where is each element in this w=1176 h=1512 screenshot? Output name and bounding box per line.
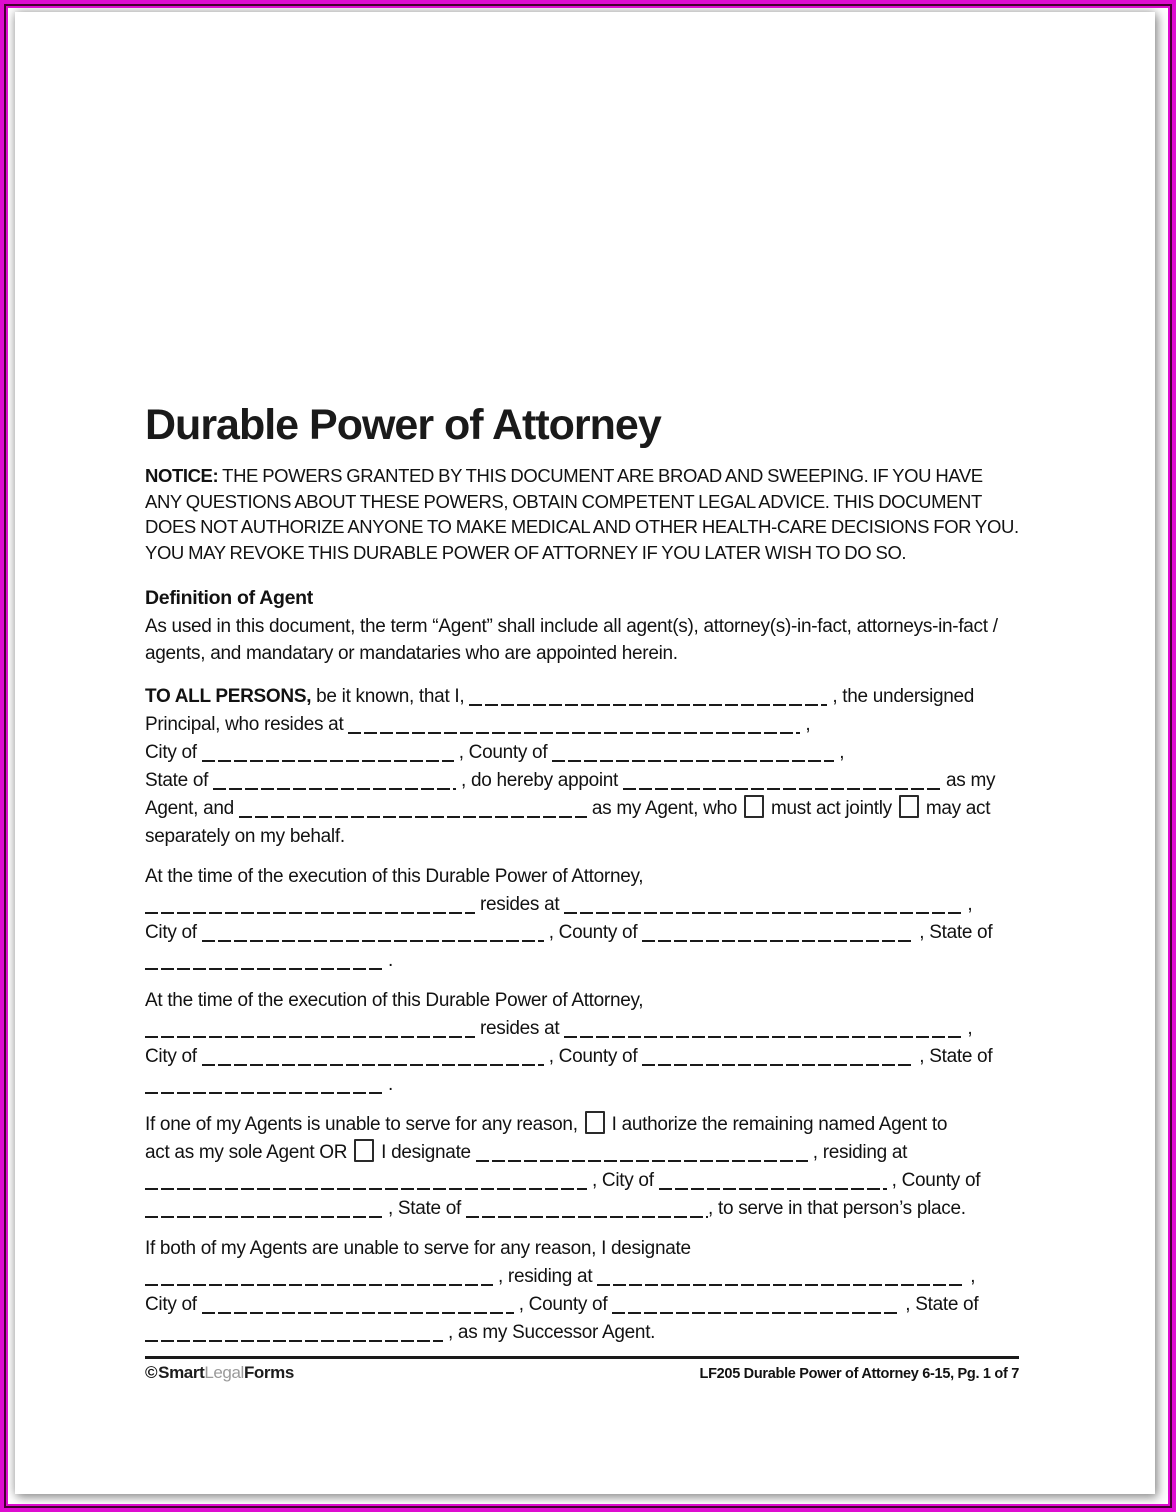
text-run: City of — [145, 1294, 202, 1315]
text-run: At the time of the execution of this Durable Power of Attorney, — [145, 866, 644, 887]
fill-in-blank[interactable] — [564, 894, 962, 914]
checkbox[interactable] — [744, 795, 764, 818]
text-run: State of — [145, 770, 214, 791]
text-run: as my Agent, who — [586, 798, 743, 819]
text-run: , County of — [543, 1046, 643, 1067]
form-line — [145, 1291, 1019, 1319]
form-line — [145, 919, 1019, 947]
form-line — [145, 947, 1019, 975]
form-line — [145, 767, 1019, 795]
text-run: separately on my behalf. — [145, 826, 345, 847]
definition-of-agent-heading: Definition of Agent — [145, 587, 313, 609]
fill-in-blank[interactable] — [145, 1170, 587, 1190]
form-line — [145, 1071, 1019, 1099]
text-run: resides at — [475, 894, 565, 915]
text-run: , State of — [900, 1294, 979, 1315]
checkbox[interactable] — [585, 1111, 605, 1134]
copyright-icon: © — [145, 1363, 158, 1382]
text-run: , — [834, 742, 845, 763]
text-run: , — [965, 1266, 976, 1287]
text-run: , County of — [513, 1294, 613, 1315]
fill-in-blank[interactable] — [145, 1198, 383, 1218]
text-run: act as my sole Agent OR — [145, 1142, 353, 1163]
agent-residence-2 — [145, 987, 1019, 1099]
text-run: , City of — [587, 1170, 659, 1191]
form-line — [145, 1235, 1019, 1263]
text-run: , County of — [543, 922, 643, 943]
notice-paragraph — [145, 463, 1019, 565]
text-run: , — [962, 1018, 973, 1039]
fill-in-blank[interactable] — [202, 922, 544, 942]
text-run: . — [383, 1074, 393, 1095]
form-number-page-label: LF205 Durable Power of Attorney 6-15, Pg. 1 of 7 — [699, 1366, 1019, 1382]
text-run: , State of — [914, 922, 993, 943]
text-run: , County of — [886, 1170, 981, 1191]
form-line — [145, 987, 1019, 1015]
text-run: , — [800, 714, 811, 735]
fill-in-blank[interactable] — [145, 1074, 383, 1094]
fill-in-blank[interactable] — [145, 950, 383, 970]
form-line — [145, 683, 1019, 711]
text-run: City of — [145, 922, 202, 943]
fill-in-blank[interactable] — [597, 1266, 965, 1286]
logo-legal: Legal — [204, 1363, 244, 1382]
fill-in-blank[interactable] — [145, 1322, 443, 1342]
form-line — [145, 823, 1019, 851]
form-line — [145, 1319, 1019, 1347]
fill-in-blank[interactable] — [145, 894, 475, 914]
text-run: , as my Successor Agent. — [443, 1322, 656, 1343]
form-line — [145, 1111, 1019, 1139]
text-run: I authorize the remaining named Agent to — [606, 1114, 948, 1135]
page-title: Durable Power of Attorney — [145, 401, 661, 449]
text-run: City of — [145, 742, 202, 763]
fill-in-blank[interactable] — [213, 770, 456, 790]
fill-in-blank[interactable] — [659, 1170, 887, 1190]
form-line — [145, 1043, 1019, 1071]
text-run: If both of my Agents are unable to serve for any reason, I designate — [145, 1238, 691, 1259]
fill-in-blank[interactable] — [145, 1266, 493, 1286]
form-line — [145, 863, 1019, 891]
text-run: must act jointly — [766, 798, 897, 819]
fill-in-blank[interactable] — [145, 1018, 475, 1038]
fill-in-blank[interactable] — [202, 1294, 514, 1314]
text-run: may act — [920, 798, 991, 819]
smartlegalforms-logo — [145, 1363, 294, 1383]
text-run: , — [962, 894, 973, 915]
fill-in-blank[interactable] — [466, 1198, 708, 1218]
if-one-agent-unable — [145, 1111, 1019, 1223]
notice-label: NOTICE: — [145, 465, 219, 486]
form-line — [145, 1195, 1019, 1223]
text-run: TO ALL PERSONS, — [145, 686, 312, 707]
form-line — [145, 891, 1019, 919]
text-run: , State of — [914, 1046, 993, 1067]
fill-in-blank[interactable] — [612, 1294, 900, 1314]
fill-in-blank[interactable] — [469, 686, 827, 706]
fill-in-blank[interactable] — [239, 798, 587, 818]
text-run: , to serve in that person’s place. — [708, 1198, 966, 1219]
fill-in-blank[interactable] — [642, 922, 914, 942]
text-run: , the undersigned — [827, 686, 975, 707]
text-run: Principal, who resides at — [145, 714, 349, 735]
text-run: . — [383, 950, 393, 971]
text-run: , residing at — [493, 1266, 598, 1287]
text-run: I designate — [376, 1142, 476, 1163]
text-run: If one of my Agents is unable to serve for any reason, — [145, 1114, 583, 1135]
text-run: , County of — [453, 742, 553, 763]
checkbox[interactable] — [899, 795, 919, 818]
form-line — [145, 1015, 1019, 1043]
fill-paragraphs — [145, 683, 1019, 1347]
text-run: be it known, that I, — [311, 686, 470, 707]
fill-in-blank[interactable] — [348, 714, 800, 734]
text-run: , State of — [383, 1198, 467, 1219]
fill-in-blank[interactable] — [623, 770, 941, 790]
fill-in-blank[interactable] — [642, 1046, 914, 1066]
form-line — [145, 711, 1019, 739]
logo-forms: Forms — [243, 1363, 294, 1382]
form-line — [145, 1263, 1019, 1291]
text-run: as my — [941, 770, 996, 791]
text-run: , do hereby appoint — [456, 770, 624, 791]
text-run: City of — [145, 1046, 202, 1067]
fill-in-blank[interactable] — [202, 1046, 544, 1066]
form-line — [145, 795, 1019, 823]
checkbox[interactable] — [354, 1139, 374, 1162]
document-page — [15, 12, 1155, 1494]
fill-in-blank[interactable] — [476, 1142, 808, 1162]
to-all-persons — [145, 683, 1019, 851]
text-run: At the time of the execution of this Durable Power of Attorney, — [145, 990, 644, 1011]
notice-text: THE POWERS GRANTED BY THIS DOCUMENT ARE BROAD AND SWEEPING. IF YOU HAVE ANY QUESTIONS ABOUT THESE POWERS, OBTAIN COMPETENT LEGAL ADVICE. THIS DOCUMENT DOES NOT AUTHORIZE ANYONE TO MAKE MEDICAL AND OTHER HEALTH-CARE DECISIONS FOR YOU. YOU MAY REVOKE THIS DURABLE POWER OF ATTORNEY IF YOU LATER WISH TO DO SO. — [145, 465, 1019, 563]
fill-in-blank[interactable] — [552, 742, 834, 762]
page-footer — [145, 1356, 1019, 1383]
fill-in-blank[interactable] — [564, 1018, 962, 1038]
form-line — [145, 1167, 1019, 1195]
definition-of-agent-body: As used in this document, the term “Agent” shall include all agent(s), attorney(s)-in-fact, attorneys-in-fact / agents, and mandatary or mandataries who are appointed herein. — [145, 616, 998, 664]
fill-in-blank[interactable] — [202, 742, 454, 762]
logo-smart: Smart — [158, 1363, 205, 1382]
if-both-agents-unable — [145, 1235, 1019, 1347]
text-run: Agent, and — [145, 798, 239, 819]
text-run: resides at — [475, 1018, 565, 1039]
form-line — [145, 739, 1019, 767]
agent-residence-1 — [145, 863, 1019, 975]
form-line — [145, 1139, 1019, 1167]
text-run: , residing at — [807, 1142, 908, 1163]
